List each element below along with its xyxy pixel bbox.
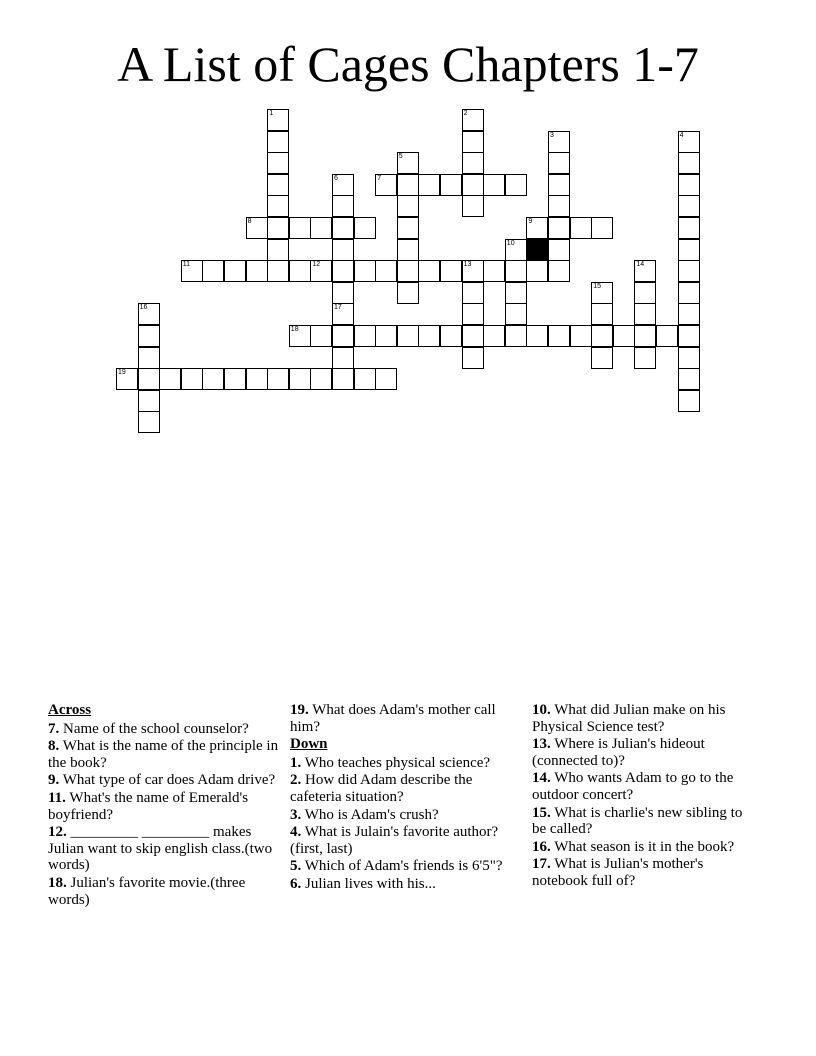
- clue-number: 1: [269, 110, 274, 117]
- black-square: [526, 239, 548, 261]
- grid-cell[interactable]: [505, 174, 527, 196]
- grid-cell[interactable]: [289, 325, 311, 347]
- grid-cell[interactable]: [505, 303, 527, 325]
- grid-cell[interactable]: [548, 131, 570, 153]
- grid-cell[interactable]: [181, 368, 203, 390]
- grid-cell[interactable]: [656, 325, 678, 347]
- grid-cell[interactable]: [332, 195, 354, 217]
- clue-down-5: 5. Which of Adam's friends is 6'5"?: [290, 858, 503, 875]
- grid-cell[interactable]: [375, 368, 397, 390]
- clue-number: 16: [139, 304, 148, 312]
- grid-cell[interactable]: [634, 282, 656, 304]
- clue-down-16: 16. What season is it in the book?: [532, 838, 735, 855]
- down-heading: Down: [290, 736, 328, 753]
- clue-number: 13: [463, 261, 472, 269]
- clue-down-6: 6. Julian lives with his...: [290, 875, 436, 892]
- grid-cell[interactable]: [570, 217, 592, 239]
- grid-cell[interactable]: [397, 260, 419, 282]
- grid-cell[interactable]: [354, 368, 376, 390]
- grid-cell[interactable]: [462, 325, 484, 347]
- clue-across-11: 11. What's the name of Emerald's boyfriend?: [48, 789, 249, 823]
- grid-cell[interactable]: [462, 282, 484, 304]
- grid-cell[interactable]: [289, 368, 311, 390]
- grid-cell[interactable]: [505, 239, 527, 261]
- grid-cell[interactable]: [397, 217, 419, 239]
- grid-cell[interactable]: [224, 260, 246, 282]
- clue-down-14: 14. Who wants Adam to go to the outdoor concert?: [532, 770, 734, 803]
- grid-cell[interactable]: [267, 131, 289, 153]
- clue-number: 9: [528, 218, 533, 225]
- grid-cell[interactable]: [526, 260, 548, 282]
- clue-across-12: 12. _________ _________ makes Julian want to skip english class.(two words): [48, 824, 273, 874]
- grid-cell[interactable]: [678, 195, 700, 217]
- grid-cell[interactable]: [462, 303, 484, 325]
- grid-cell[interactable]: [202, 368, 224, 390]
- clue-across-7: 7. Name of the school counselor?: [48, 720, 249, 737]
- grid-cell[interactable]: [397, 152, 419, 174]
- grid-cell[interactable]: [678, 174, 700, 196]
- grid-cell[interactable]: [332, 368, 354, 390]
- grid-cell[interactable]: [548, 217, 570, 239]
- grid-cell[interactable]: [505, 260, 527, 282]
- grid-cell[interactable]: [267, 217, 289, 239]
- grid-cell[interactable]: [548, 260, 570, 282]
- grid-cell[interactable]: [397, 174, 419, 196]
- grid-cell[interactable]: [548, 239, 570, 261]
- grid-cell[interactable]: [267, 368, 289, 390]
- grid-cell[interactable]: [332, 303, 354, 325]
- grid-cell[interactable]: [246, 260, 268, 282]
- grid-cell[interactable]: [462, 174, 484, 196]
- grid-cell[interactable]: [116, 368, 138, 390]
- grid-cell[interactable]: [138, 303, 160, 325]
- grid-cell[interactable]: [354, 217, 376, 239]
- clue-number: 6: [334, 174, 338, 182]
- grid-cell[interactable]: [462, 109, 484, 131]
- grid-cell[interactable]: [418, 325, 440, 347]
- grid-cell[interactable]: [267, 152, 289, 174]
- grid-cell[interactable]: [310, 325, 332, 347]
- clue-number: 3: [550, 131, 554, 139]
- grid-cell[interactable]: [375, 174, 397, 196]
- grid-cell[interactable]: [462, 131, 484, 153]
- grid-cell[interactable]: [591, 303, 613, 325]
- grid-cell[interactable]: [397, 195, 419, 217]
- clue-number: 10: [506, 239, 515, 247]
- grid-cell[interactable]: [548, 195, 570, 217]
- grid-cell[interactable]: [678, 368, 700, 390]
- clue-down-13: 13. Where is Julian's hideout (connected to)?: [532, 736, 705, 769]
- grid-cell[interactable]: [678, 303, 700, 325]
- grid-cell[interactable]: [591, 217, 613, 239]
- grid-cell[interactable]: [440, 260, 462, 282]
- clue-number: 18: [290, 326, 299, 333]
- grid-cell[interactable]: [397, 282, 419, 304]
- grid-cell[interactable]: [397, 239, 419, 261]
- clue-number: 19: [118, 369, 126, 377]
- grid-cell[interactable]: [159, 368, 181, 390]
- grid-cell[interactable]: [332, 347, 354, 369]
- grid-cell[interactable]: [526, 217, 548, 239]
- clue-number: 7: [377, 174, 382, 182]
- grid-cell[interactable]: [332, 239, 354, 261]
- grid-cell[interactable]: [397, 325, 419, 347]
- clue-across-18: 18. Julian's favorite movie.(three words): [48, 874, 246, 908]
- clue-down-10: 10. What did Julian make on his Physical Science test?: [532, 702, 726, 735]
- grid-cell[interactable]: [354, 325, 376, 347]
- grid-cell[interactable]: [418, 174, 440, 196]
- grid-cell[interactable]: [289, 217, 311, 239]
- grid-cell[interactable]: [138, 347, 160, 369]
- grid-cell[interactable]: [678, 152, 700, 174]
- clue-down-4: 4. What is Julain's favorite author?(first, last): [290, 824, 499, 857]
- grid-cell[interactable]: [246, 217, 268, 239]
- clue-number: 2: [463, 110, 468, 117]
- grid-cell[interactable]: [440, 325, 462, 347]
- clue-across-9: 9. What type of car does Adam drive?: [48, 772, 276, 789]
- grid-cell[interactable]: [332, 217, 354, 239]
- grid-cell[interactable]: [310, 260, 332, 282]
- grid-cell[interactable]: [678, 131, 700, 153]
- across-heading: Across: [48, 702, 92, 718]
- grid-cell[interactable]: [267, 174, 289, 196]
- grid-cell[interactable]: [526, 325, 548, 347]
- clue-down-15: 15. What is charlie's new sibling to be called?: [532, 804, 743, 838]
- clue-number: 11: [182, 261, 191, 269]
- grid-cell[interactable]: [678, 282, 700, 304]
- clue-across-19: 19. What does Adam's mother call him?: [290, 702, 496, 735]
- grid-cell[interactable]: [634, 347, 656, 369]
- clue-number: 12: [312, 261, 321, 269]
- grid-cell[interactable]: [548, 325, 570, 347]
- grid-cell[interactable]: [354, 260, 376, 282]
- grid-cell[interactable]: [332, 325, 354, 347]
- clues-column-2: [290, 702, 505, 894]
- grid-cell[interactable]: [634, 260, 656, 282]
- grid-cell[interactable]: [678, 260, 700, 282]
- grid-cell[interactable]: [332, 260, 354, 282]
- grid-cell[interactable]: [375, 325, 397, 347]
- grid-cell[interactable]: [267, 195, 289, 217]
- grid-cell[interactable]: [591, 325, 613, 347]
- grid-cell[interactable]: [462, 347, 484, 369]
- grid-cell[interactable]: [570, 325, 592, 347]
- grid-cell[interactable]: [310, 368, 332, 390]
- grid-cell[interactable]: [483, 260, 505, 282]
- grid-cell[interactable]: [591, 282, 613, 304]
- puzzle-title: A List of Cages Chapters 1-7: [117, 36, 699, 92]
- grid-cell[interactable]: [246, 368, 268, 390]
- grid-cell[interactable]: [634, 325, 656, 347]
- grid-cell[interactable]: [375, 260, 397, 282]
- clue-number: 14: [636, 261, 645, 269]
- clue-number: 15: [593, 282, 601, 290]
- grid-cell[interactable]: [224, 368, 246, 390]
- grid-cell[interactable]: [548, 152, 570, 174]
- clue-across-8: 8. What is the name of the principle in the book?: [48, 738, 279, 771]
- clue-number: 4: [679, 131, 684, 139]
- clue-number: 5: [398, 153, 403, 161]
- grid-cell[interactable]: [505, 325, 527, 347]
- clue-down-17: 17. What is Julian's mother's notebook full of?: [532, 856, 704, 889]
- grid-cell[interactable]: [310, 217, 332, 239]
- grid-cell[interactable]: [332, 282, 354, 304]
- grid-cell[interactable]: [678, 325, 700, 347]
- grid-cell[interactable]: [138, 368, 160, 390]
- clue-down-3: 3. Who is Adam's crush?: [290, 806, 439, 823]
- grid-cell[interactable]: [289, 260, 311, 282]
- grid-cell[interactable]: [613, 325, 635, 347]
- grid-cell[interactable]: [462, 152, 484, 174]
- grid-cell[interactable]: [678, 239, 700, 261]
- clue-down-1: 1. Who teaches physical science?: [290, 754, 491, 771]
- clue-number: 8: [247, 218, 252, 225]
- grid-cell[interactable]: [505, 282, 527, 304]
- grid-cell[interactable]: [462, 195, 484, 217]
- grid-cell[interactable]: [462, 260, 484, 282]
- grid-cell[interactable]: [181, 260, 203, 282]
- grid-cell[interactable]: [591, 347, 613, 369]
- grid-cell[interactable]: [634, 303, 656, 325]
- grid-cell[interactable]: [138, 390, 160, 412]
- grid-cell[interactable]: [202, 260, 224, 282]
- grid-cell[interactable]: [678, 347, 700, 369]
- clues-column-3: [532, 702, 747, 891]
- grid-cell[interactable]: [483, 174, 505, 196]
- clue-down-2: 2. How did Adam describe the cafeteria situation?: [290, 772, 473, 805]
- grid-cell[interactable]: [138, 325, 160, 347]
- grid-cell[interactable]: [267, 109, 289, 131]
- grid-cell[interactable]: [138, 411, 160, 433]
- grid-cell[interactable]: [418, 260, 440, 282]
- grid-cell[interactable]: [678, 390, 700, 412]
- grid-cell[interactable]: [440, 174, 462, 196]
- grid-cell[interactable]: [483, 325, 505, 347]
- clues-column-1: [48, 702, 280, 909]
- grid-cell[interactable]: [332, 174, 354, 196]
- grid-cell[interactable]: [548, 174, 570, 196]
- crossword-grid[interactable]: [0, 0, 816, 440]
- grid-cell[interactable]: [267, 260, 289, 282]
- grid-cell[interactable]: [678, 217, 700, 239]
- grid-cell[interactable]: [267, 239, 289, 261]
- clue-number: 17: [334, 304, 342, 312]
